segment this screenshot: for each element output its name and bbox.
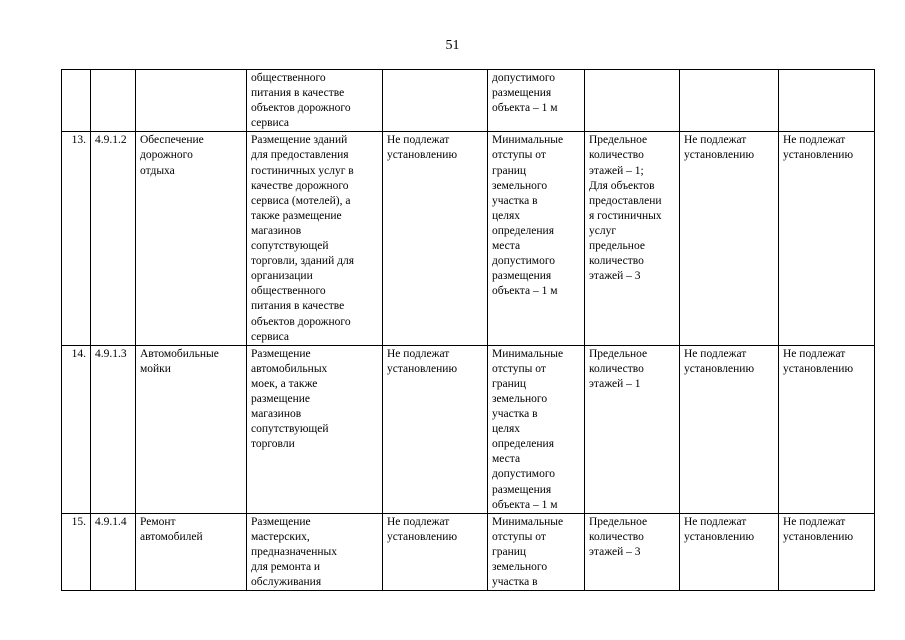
- description-cell: [247, 345, 383, 513]
- cell-text-line: допустимого: [492, 255, 555, 268]
- cell-text-line: границ: [492, 377, 527, 390]
- cell-text-line: отдыха: [140, 164, 175, 177]
- cell-text-line: предоставлени: [589, 194, 662, 207]
- floors-cell: [585, 70, 680, 132]
- cell-text-line: Размещение: [251, 515, 311, 528]
- name-cell: [136, 345, 247, 513]
- land-use-table: [61, 69, 875, 591]
- setbacks-cell: [488, 345, 585, 513]
- cell-text-line: размещения: [492, 87, 552, 100]
- cell-text-line: места: [492, 240, 521, 253]
- setbacks-cell: [488, 513, 585, 590]
- cell-text-line: Для объектов: [589, 179, 655, 192]
- cell-text-line: магазинов: [251, 408, 302, 421]
- cell-text-line: услуг: [589, 224, 617, 237]
- cell-text-line: питания в качестве: [251, 300, 345, 313]
- cell-text-line: сопутствующей: [251, 423, 329, 436]
- cell-text-line: Не подлежат: [387, 347, 450, 360]
- cell-text-line: объекта – 1 м: [492, 285, 558, 298]
- cell-text-line: качестве дорожного: [251, 179, 349, 192]
- cell-text-line: Обеспечение: [140, 134, 204, 147]
- code-cell: 4.9.1.3: [91, 345, 136, 513]
- table-row: [62, 70, 875, 132]
- cell-text-line: мойки: [140, 362, 171, 375]
- cell-text-line: этажей – 1: [589, 377, 641, 390]
- cell-text-line: Не подлежат: [783, 134, 846, 147]
- parameter-cell: [383, 132, 488, 345]
- cell-text-line: Минимальные: [492, 347, 564, 360]
- name-cell: [136, 513, 247, 590]
- cell-text-line: автомобильных: [251, 362, 328, 375]
- cell-text-line: границ: [492, 545, 527, 558]
- code-cell: [91, 70, 136, 132]
- cell-text-line: моек, а также: [251, 377, 318, 390]
- cell-text-line: Предельное: [589, 134, 648, 147]
- cell-text-line: места: [492, 453, 521, 466]
- floors-cell: [585, 345, 680, 513]
- cell-text-line: Не подлежат: [783, 515, 846, 528]
- cell-text-line: сервиса: [251, 117, 290, 130]
- cell-text-line: размещение: [251, 392, 310, 405]
- parameter-cell: [779, 513, 875, 590]
- cell-text-line: предназначенных: [251, 545, 337, 558]
- cell-text-line: Не подлежат: [387, 515, 450, 528]
- cell-text-line: также размещение: [251, 209, 342, 222]
- cell-text-line: объекта – 1 м: [492, 102, 558, 115]
- cell-text-line: объектов дорожного: [251, 315, 351, 328]
- cell-text-line: размещения: [492, 270, 552, 283]
- cell-text-line: Не подлежат: [684, 515, 747, 528]
- cell-text-line: Не подлежат: [684, 347, 747, 360]
- cell-text-line: магазинов: [251, 224, 302, 237]
- cell-text-line: Не подлежат: [684, 134, 747, 147]
- parameter-cell: [680, 70, 779, 132]
- cell-text-line: для ремонта и: [251, 561, 321, 573]
- cell-text-line: организации: [251, 270, 313, 283]
- cell-text-line: Не подлежат: [387, 134, 450, 147]
- cell-text-line: отступы от: [492, 362, 546, 375]
- parameter-cell: [680, 513, 779, 590]
- table-row: [62, 513, 875, 590]
- parameter-cell: [680, 132, 779, 345]
- cell-text-line: границ: [492, 164, 527, 177]
- description-cell: [247, 513, 383, 590]
- cell-text-line: Размещение: [251, 347, 311, 360]
- row-number-cell: 15.: [62, 513, 91, 590]
- cell-text-line: земельного: [492, 179, 548, 192]
- parameter-cell: [779, 132, 875, 345]
- cell-text-line: этажей – 1;: [589, 164, 644, 177]
- row-number-cell: [62, 70, 91, 132]
- cell-text-line: мастерских,: [251, 530, 310, 543]
- cell-text-line: Минимальные: [492, 515, 564, 528]
- cell-text-line: установлению: [783, 362, 854, 375]
- cell-text-line: питания в качестве: [251, 87, 345, 100]
- cell-text-line: количество: [589, 149, 644, 162]
- cell-text-line: участка в: [492, 194, 538, 207]
- parameter-cell: [383, 70, 488, 132]
- parameter-cell: [383, 345, 488, 513]
- cell-text-line: обслуживания: [251, 576, 322, 589]
- cell-text-line: Минимальные: [492, 134, 564, 147]
- cell-text-line: установлению: [387, 362, 458, 375]
- cell-text-line: допустимого: [492, 468, 555, 481]
- cell-text-line: объекта – 1 м: [492, 498, 558, 511]
- cell-text-line: определения: [492, 438, 555, 451]
- cell-text-line: установлению: [387, 530, 458, 543]
- code-cell: 4.9.1.4: [91, 513, 136, 590]
- parameter-cell: [779, 70, 875, 132]
- cell-text-line: отступы от: [492, 149, 546, 162]
- cell-text-line: целях: [492, 423, 521, 436]
- cell-text-line: торговли: [251, 438, 295, 451]
- parameter-cell: [779, 345, 875, 513]
- description-cell: [247, 132, 383, 345]
- cell-text-line: количество: [589, 530, 644, 543]
- name-cell: [136, 132, 247, 345]
- cell-text-line: допустимого: [492, 72, 555, 84]
- code-cell: 4.9.1.2: [91, 132, 136, 345]
- floors-cell: [585, 513, 680, 590]
- setbacks-cell: [488, 70, 585, 132]
- cell-text-line: Предельное: [589, 347, 648, 360]
- cell-text-line: Предельное: [589, 515, 648, 528]
- row-number-cell: 13.: [62, 132, 91, 345]
- cell-text-line: целях: [492, 209, 521, 222]
- cell-text-line: установлению: [684, 149, 755, 162]
- cell-text-line: определения: [492, 224, 555, 237]
- cell-text-line: земельного: [492, 561, 548, 573]
- cell-text-line: автомобилей: [140, 530, 203, 543]
- cell-text-line: Ремонт: [140, 515, 176, 528]
- cell-text-line: Автомобильные: [140, 347, 219, 360]
- cell-text-line: размещения: [492, 483, 552, 496]
- table-row: [62, 132, 875, 345]
- cell-text-line: общественного: [251, 72, 326, 84]
- cell-text-line: участка в: [492, 576, 538, 589]
- cell-text-line: объектов дорожного: [251, 102, 351, 115]
- cell-text-line: земельного: [492, 392, 548, 405]
- cell-text-line: количество: [589, 362, 644, 375]
- cell-text-line: для предоставления: [251, 149, 349, 162]
- cell-text-line: количество: [589, 255, 644, 268]
- description-cell: [247, 70, 383, 132]
- cell-text-line: сопутствующей: [251, 240, 329, 253]
- cell-text-line: участка в: [492, 408, 538, 421]
- setbacks-cell: [488, 132, 585, 345]
- parameter-cell: [383, 513, 488, 590]
- name-cell: [136, 70, 247, 132]
- cell-text-line: этажей – 3: [589, 545, 641, 558]
- cell-text-line: я гостиничных: [589, 209, 662, 222]
- cell-text-line: дорожного: [140, 149, 193, 162]
- page-number: 51: [445, 38, 460, 53]
- cell-text-line: установлению: [783, 530, 854, 543]
- cell-text-line: установлению: [684, 530, 755, 543]
- cell-text-line: торговли, зданий для: [251, 255, 354, 268]
- cell-text-line: общественного: [251, 285, 326, 298]
- cell-text-line: этажей – 3: [589, 270, 641, 283]
- parameter-cell: [680, 345, 779, 513]
- cell-text-line: установлению: [684, 362, 755, 375]
- cell-text-line: сервиса (мотелей), а: [251, 194, 351, 207]
- cell-text-line: Размещение зданий: [251, 134, 348, 147]
- floors-cell: [585, 132, 680, 345]
- cell-text-line: установлению: [783, 149, 854, 162]
- cell-text-line: сервиса: [251, 330, 290, 343]
- table-row: [62, 345, 875, 513]
- cell-text-line: гостиничных услуг в: [251, 164, 354, 177]
- cell-text-line: Не подлежат: [783, 347, 846, 360]
- cell-text-line: отступы от: [492, 530, 546, 543]
- row-number-cell: 14.: [62, 345, 91, 513]
- cell-text-line: установлению: [387, 149, 458, 162]
- cell-text-line: предельное: [589, 240, 645, 253]
